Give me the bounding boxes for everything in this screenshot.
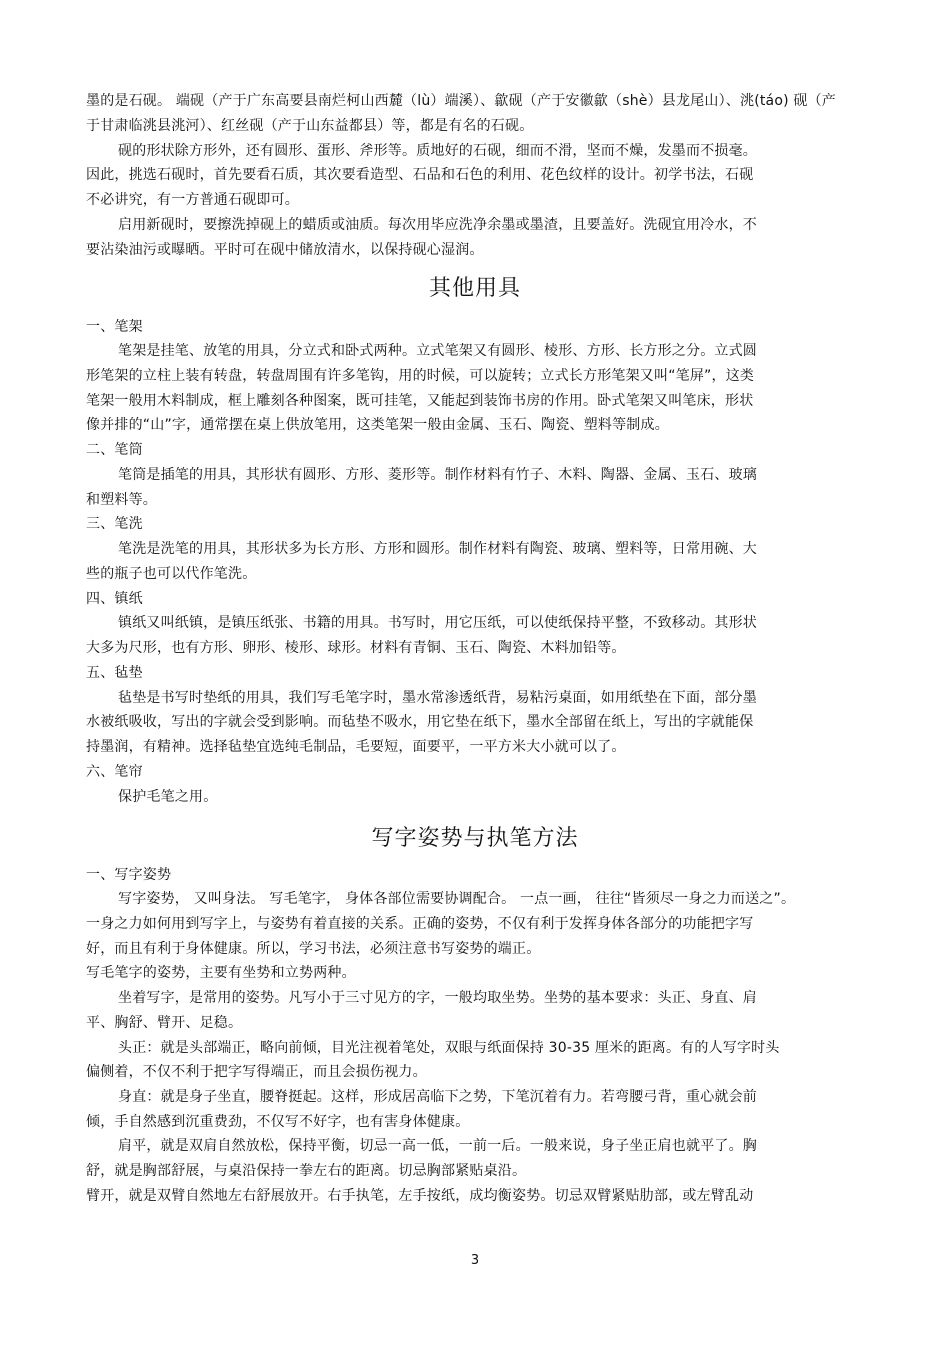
section-title: 其他用具 — [428, 276, 521, 301]
paragraph-line: 不必讲究，有一方普通石砚即可。 — [86, 192, 299, 208]
paragraph-line: 墨的是石砚。 端砚（产于广东高要县南烂柯山西麓（lù）端溪）、歙砚（产于安徽歙（shè）县龙尾山）、洮(táo) 砚（产 — [86, 93, 836, 109]
paragraph-line: 持墨润，有精神。选择毡垫宜选纯毛制品，毛要短，面要平，一平方米大小就可以了。 — [86, 739, 626, 755]
paragraph-line: 因此，挑选石砚时，首先要看石质，其次要看造型、石品和石色的利用、花色纹样的设计。初学书法，石砚 — [86, 167, 754, 183]
paragraph-line: 倾，手自然感到沉重费劲，不仅写不好字，也有害身体健康。 — [86, 1114, 470, 1130]
paragraph-line: 形笔架的立柱上装有转盘，转盘周围有许多笔钩，用的时候，可以旋转；立式长方形笔架又叫“笔屏”，这类 — [86, 368, 755, 384]
paragraph-line: 像并排的“山”字，通常摆在桌上供放笔用，这类笔架一般由金属、玉石、陶瓷、塑料等制成。 — [86, 417, 669, 433]
paragraph-line: 保护毛笔之用。 — [118, 789, 218, 805]
paragraph-line: 坐着写字，是常用的姿势。凡写小于三寸见方的字，一般均取坐势。坐势的基本要求：头正、身直、肩 — [118, 990, 757, 1006]
paragraph-line: 肩平，就是双肩自然放松，保持平衡，切忌一高一低，一前一后。一般来说，身子坐正肩也就平了。胸 — [118, 1138, 757, 1154]
paragraph-line: 一身之力如何用到写字上，与姿势有着直接的关系。正确的姿势，不仅有利于发挥身体各部分的功能把字写 — [86, 916, 754, 932]
subheading: 四、镇纸 — [86, 591, 143, 607]
paragraph-line: 毡垫是书写时垫纸的用具，我们写毛笔字时，墨水常渗透纸背，易粘污桌面，如用纸垫在下面，部分墨 — [118, 690, 757, 706]
page-number: 3 — [470, 1253, 480, 1268]
paragraph-line: 身直：就是身子坐直，腰脊挺起。这样，形成居高临下之势，下笔沉着有力。若弯腰弓背，重心就会前 — [118, 1089, 757, 1105]
paragraph-line: 大多为尺形，也有方形、卵形、棱形、球形。材料有青铜、玉石、陶瓷、木料加铅等。 — [86, 640, 626, 656]
paragraph-line: 和塑料等。 — [86, 492, 157, 508]
paragraph-line: 写字姿势， 又叫身法。 写毛笔字， 身体各部位需要协调配合。 一点一画， 往往“皆须尽一身之力而送之”。 — [118, 891, 796, 907]
paragraph-line: 臂开，就是双臂自然地左右舒展放开。右手执笔，左手按纸，成均衡姿势。切忌双臂紧贴肋部，或左臂乱动 — [86, 1188, 754, 1204]
paragraph-line: 水被纸吸收，写出的字就会受到影响。而毡垫不吸水，用它垫在纸下，墨水全部留在纸上，写出的字就能保 — [86, 714, 754, 730]
paragraph-line: 笔架一般用木料制成，框上雕刻各种图案，既可挂笔，又能起到装饰书房的作用。卧式笔架又叫笔床，形状 — [86, 393, 754, 409]
paragraph-line: 笔架是挂笔、放笔的用具，分立式和卧式两种。立式笔架又有圆形、棱形、方形、长方形之分。立式圆 — [118, 343, 757, 359]
paragraph-line: 于甘肃临洮县洮河）、红丝砚（产于山东益都县）等，都是有名的石砚。 — [86, 118, 534, 134]
subheading: 三、笔洗 — [86, 516, 143, 532]
paragraph-line: 砚的形状除方形外，还有圆形、蛋形、斧形等。质地好的石砚，细而不滑，坚而不燥，发墨而不损毫。 — [118, 143, 757, 159]
subheading: 一、写字姿势 — [86, 867, 172, 883]
paragraph-line: 笔筒是插笔的用具，其形状有圆形、方形、菱形等。制作材料有竹子、木料、陶器、金属、玉石、玻璃 — [118, 467, 757, 483]
section-title: 写字姿势与执笔方法 — [371, 826, 579, 851]
subheading: 二、笔筒 — [86, 442, 143, 458]
paragraph-line: 写毛笔字的姿势，主要有坐势和立势两种。 — [86, 965, 356, 981]
paragraph-line: 些的瓶子也可以代作笔洗。 — [86, 566, 257, 582]
subheading: 一、笔架 — [86, 319, 143, 335]
paragraph-line: 启用新砚时，要擦洗掉砚上的蜡质或油质。每次用毕应洗净余墨或墨渣，且要盖好。洗砚宜用冷水，不 — [118, 217, 757, 233]
paragraph-line: 头正：就是头部端正，略向前倾，目光注视着笔处，双眼与纸面保持 30-35 厘米的距离。有的人写字时头 — [118, 1040, 780, 1056]
paragraph-line: 笔洗是洗笔的用具，其形状多为长方形、方形和圆形。制作材料有陶瓷、玻璃、塑料等，日常用碗、大 — [118, 541, 757, 557]
paragraph-line: 平、胸舒、臂开、足稳。 — [86, 1015, 243, 1031]
subheading: 五、毡垫 — [86, 665, 143, 681]
paragraph-line: 偏侧着，不仅不利于把字写得端正，而且会损伤视力。 — [86, 1064, 427, 1080]
paragraph-line: 要沾染油污或曝晒。平时可在砚中储放清水，以保持砚心湿润。 — [86, 242, 484, 258]
paragraph-line: 舒，就是胸部舒展，与桌沿保持一拳左右的距离。切忌胸部紧贴桌沿。 — [86, 1163, 527, 1179]
paragraph-line: 镇纸又叫纸镇，是镇压纸张、书籍的用具。书写时，用它压纸，可以使纸保持平整，不致移动。其形状 — [118, 615, 757, 631]
paragraph-line: 好，而且有利于身体健康。所以，学习书法，必须注意书写姿势的端正。 — [86, 941, 541, 957]
subheading: 六、笔帘 — [86, 764, 143, 780]
